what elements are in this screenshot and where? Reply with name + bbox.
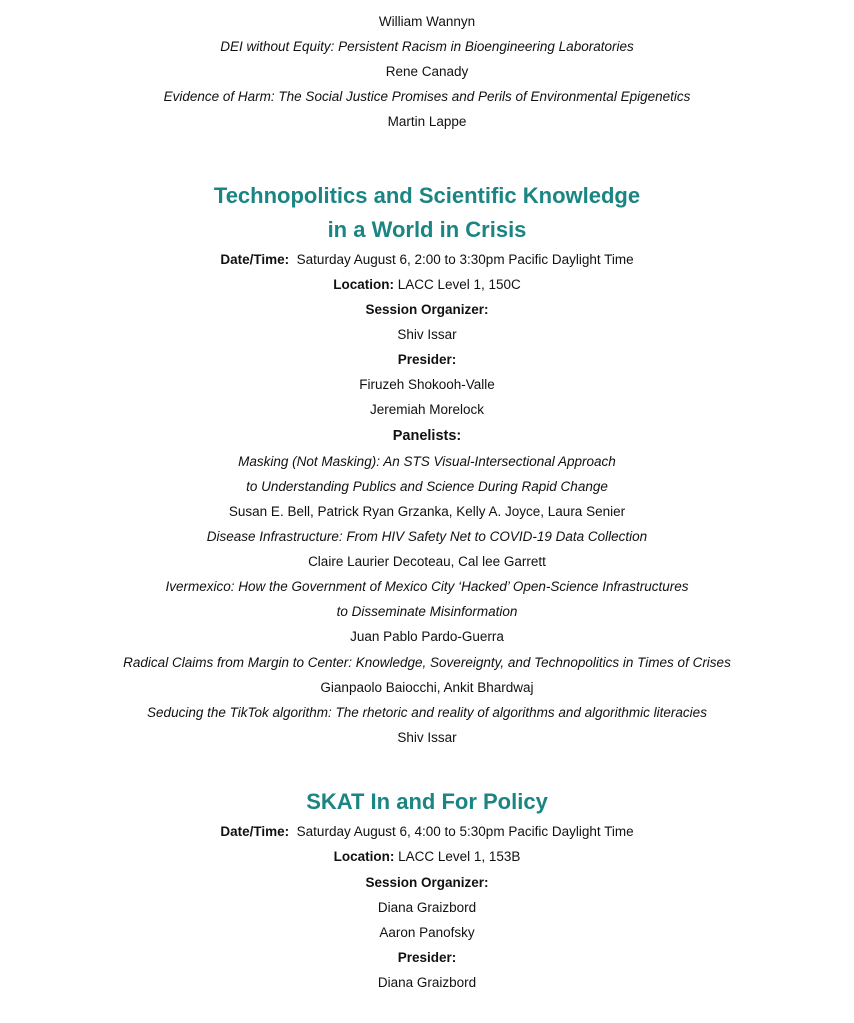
- paper-title: to Disseminate Misinformation: [336, 604, 518, 619]
- organizer-name: Diana Graizbord: [377, 900, 477, 915]
- presider-name: Diana Graizbord: [377, 975, 477, 990]
- organizer-label: Session Organizer:: [365, 875, 489, 890]
- paper-authors: Gianpaolo Baiocchi, Ankit Bhardwaj: [320, 680, 534, 695]
- author-line: Martin Lappe: [387, 114, 467, 129]
- presider-name: Firuzeh Shokooh-Valle: [359, 377, 495, 392]
- paper-title: Disease Infrastructure: From HIV Safety Net to COVID-19 Data Collection: [206, 529, 648, 544]
- paper-authors: Shiv Issar: [397, 730, 457, 745]
- presider-name: Jeremiah Morelock: [369, 402, 485, 417]
- location-value: LACC Level 1, 150C: [397, 277, 521, 292]
- presider-label: Presider:: [397, 950, 457, 965]
- paper-authors: Claire Laurier Decoteau, Cal lee Garrett: [308, 554, 546, 569]
- session-location: [0, 276, 854, 294]
- paper-title: Radical Claims from Margin to Center: Knowledge, Sovereignty, and Technopolitics in Times of Crises: [123, 655, 731, 670]
- session-title: in a World in Crisis: [327, 217, 527, 242]
- location-value: LACC Level 1, 153B: [398, 849, 521, 864]
- datetime-value: Saturday August 6, 4:00 to 5:30pm Pacific Daylight Time: [296, 824, 634, 839]
- datetime-label: Date/Time:: [220, 824, 290, 839]
- paper-title: Seducing the TikTok algorithm: The rhetoric and reality of algorithms and algorithmic literacies: [147, 705, 707, 720]
- session-title: SKAT In and For Policy: [306, 789, 548, 814]
- session-datetime: [0, 823, 854, 841]
- session-location: [0, 848, 854, 866]
- author-line: Rene Canady: [385, 64, 469, 79]
- paper-title: Ivermexico: How the Government of Mexico City ‘Hacked’ Open-Science Infrastructures: [165, 579, 689, 594]
- presider-label: Presider:: [397, 352, 457, 367]
- location-label: Location:: [333, 277, 394, 292]
- panelists-label: Panelists:: [392, 428, 462, 444]
- paper-title: to Understanding Publics and Science During Rapid Change: [246, 479, 608, 494]
- organizer-label: Session Organizer:: [365, 302, 489, 317]
- paper-authors: Susan E. Bell, Patrick Ryan Grzanka, Kelly A. Joyce, Laura Senier: [228, 504, 626, 519]
- session-datetime: [0, 251, 854, 269]
- datetime-value: Saturday August 6, 2:00 to 3:30pm Pacific Daylight Time: [296, 252, 634, 267]
- location-label: Location:: [333, 849, 395, 864]
- session-title: Technopolitics and Scientific Knowledge: [213, 183, 641, 208]
- paper-title: DEI without Equity: Persistent Racism in Bioengineering Laboratories: [220, 39, 634, 54]
- datetime-label: Date/Time:: [220, 252, 290, 267]
- author-line: William Wannyn: [378, 14, 476, 29]
- paper-title: Masking (Not Masking): An STS Visual-Intersectional Approach: [238, 454, 616, 469]
- organizer-name: Aaron Panofsky: [379, 925, 475, 940]
- paper-authors: Juan Pablo Pardo-Guerra: [350, 629, 504, 644]
- organizer-name: Shiv Issar: [397, 327, 457, 342]
- paper-title: Evidence of Harm: The Social Justice Promises and Perils of Environmental Epigenetics: [163, 89, 691, 104]
